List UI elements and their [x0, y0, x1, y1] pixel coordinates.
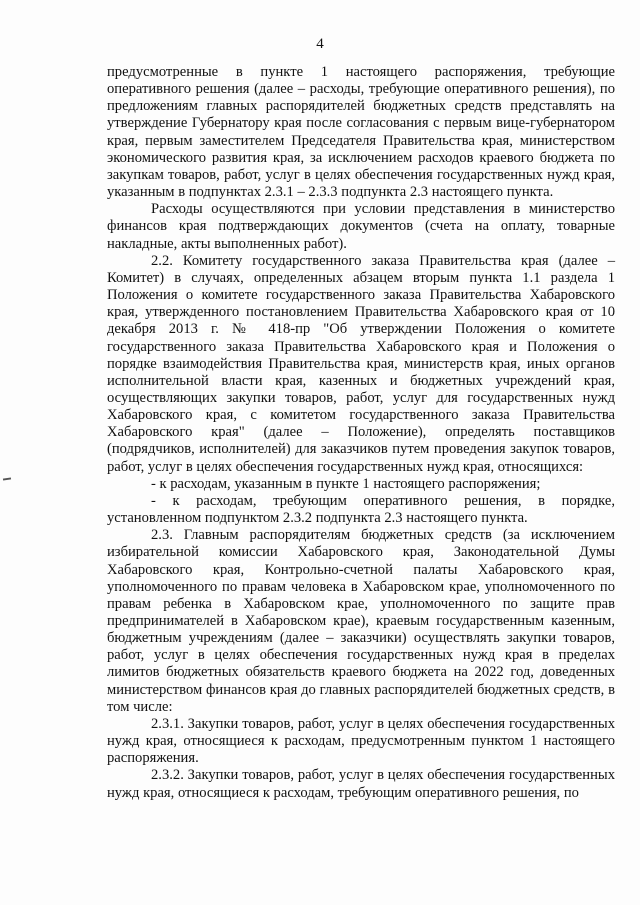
document-body	[107, 64, 615, 802]
paragraph-continuation: предусмотренные в пункте 1 настоящего распоряжения, требующие оперативного решения (далее – расходы, требующие оперативного решения), по предложениям главных распорядителей бюджетных средств представлять на утверждение Губернатору края после согласования с первым вице-губернатором края, первым заместителем Председателя Правительства края, министерством экономического развития края, за исключением расходов краевого бюджета по закупкам товаров, работ, услуг в целях обеспечения государственных нужд края, указанным в подпунктах 2.3.1 – 2.3.3 подпункта 2.3 настоящего пункта.	[107, 64, 615, 201]
list-item-operative-expenses: - к расходам, требующим оперативного решения, в порядке, установленном подпунктом 2.3.2 подпункта 2.3 настоящего пункта.	[107, 492, 615, 527]
list-item-expenses-point-1: - к расходам, указанным в пункте 1 настоящего распоряжения;	[151, 475, 541, 492]
paragraph-expenses-condition: Расходы осуществляются при условии представления в министерство финансов края подтверждающих документов (счета на оплату, товарные накладные, акты выполненных работ).	[107, 201, 615, 252]
margin-mark	[3, 477, 11, 480]
page-number: 4	[316, 36, 324, 52]
paragraph-2-2: 2.2. Комитету государственного заказа Правительства края (далее – Комитет) в случаях, определенных абзацем вторым пункта 1.1 раздела 1 Положения о комитете государственного заказа Правительства Хабаровского края, утвержденного постановлением Правительства Хабаровского края от 10 декабря 2013 г. № 418-пр "Об утверждении Положения о комитете государственного заказа Правительства Хабаровского края и Положения о порядке взаимодействия Правительства края, министерств края, иных органов исполнительной власти края, казенных и бюджетных учреждений края, осуществляющих закупки товаров, работ, услуг для государственных нужд Хабаровского края, с комитетом государственного заказа Правительства Хабаровского края" (далее – Положение), определять поставщиков (подрядчиков, исполнителей) для заказчиков путем проведения закупок товаров, работ, услуг в целях обеспечения государственных нужд края, относящихся:	[107, 252, 615, 475]
paragraph-2-3-1: 2.3.1. Закупки товаров, работ, услуг в целях обеспечения государственных нужд края, относящиеся к расходам, предусмотренным пунктом 1 настоящего распоряжения.	[107, 715, 615, 767]
paragraph-2-3: 2.3. Главным распорядителям бюджетных средств (за исключением избирательной комиссии Хабаровского края, Законодательной Думы Хабаровского края, Контрольно-счетной палаты Хабаровского края, уполномоченного по правам человека в Хабаровском крае, уполномоченного по правам ребенка в Хабаровском крае, уполномоченного по защите прав предпринимателей в Хабаровском крае), краевым государственным казенным, бюджетным учреждениям (далее – заказчики) осуществлять закупки товаров, работ, услуг в целях обеспечения государственных нужд края в пределах лимитов бюджетных обязательств краевого бюджета на 2022 год, доведенных министерством финансов края до главных распорядителей бюджетных средств, в том числе:	[107, 527, 615, 715]
paragraph-2-3-2: 2.3.2. Закупки товаров, работ, услуг в целях обеспечения государственных нужд края, относящиеся к расходам, требующим оперативного решения, по	[107, 767, 615, 801]
